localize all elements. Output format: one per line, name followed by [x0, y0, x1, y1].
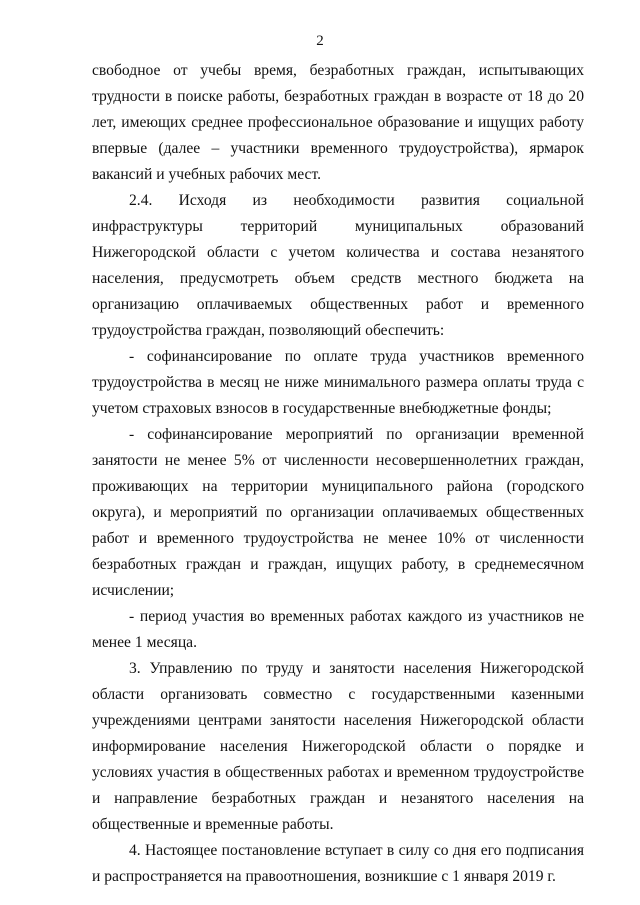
paragraph-4: 4. Настоящее постановление вступает в силу со дня его подписания и распространяется на правоотношения, возникшие с 1 января 2019 г. [92, 842, 584, 885]
list-item-cofinancing-wages: - софинансирование по оплате труда участников временного трудоустройства в месяц не ниже минимального размера оплаты труда с учетом страховых взносов в государственные внебюджетные фонды; [92, 348, 584, 417]
list-item-cofinancing-events: - софинансирование мероприятий по организации временной занятости не менее 5% от численности несовершеннолетних граждан, проживающих на территории муниципального района (городского округа), и мероприятий по организации оплачиваемых общественных работ и временного трудоустройства не менее 10% от численности безработных граждан и граждан, ищущих работу, в среднемесячном исчислении; [92, 426, 584, 599]
paragraph-continuation: свободное от учебы время, безработных граждан, испытывающих трудности в поиске работы, безработных граждан в возрасте от 18 до 20 лет, имеющих среднее профессиональное образование и ищущих работу впервые (далее – участники временного трудоустройства), ярмарок вакансий и учебных рабочих мест. [92, 62, 584, 183]
paragraph-3: 3. Управлению по труду и занятости населения Нижегородской области организовать совместно с государственными казенными учреждениями центрами занятости населения Нижегородской области информирование населения Нижегородской области о порядке и условиях участия в общественных работах и временном трудоустройстве и направление безработных граждан и незанятого населения на общественные и временные работы. [92, 660, 584, 833]
list-item-participation-period: - период участия во временных работах каждого из участников не менее 1 месяца. [92, 608, 584, 651]
paragraph-2-4: 2.4. Исходя из необходимости развития социальной инфраструктуры территорий муниципальных образований Нижегородской области с учетом количества и состава незанятого населения, предусмотреть объем средств местного бюджета на организацию оплачиваемых общественных работ и временного трудоустройства граждан, позволяющий обеспечить: [92, 192, 584, 339]
page-number: 2 [316, 33, 324, 49]
document-body [92, 58, 584, 890]
